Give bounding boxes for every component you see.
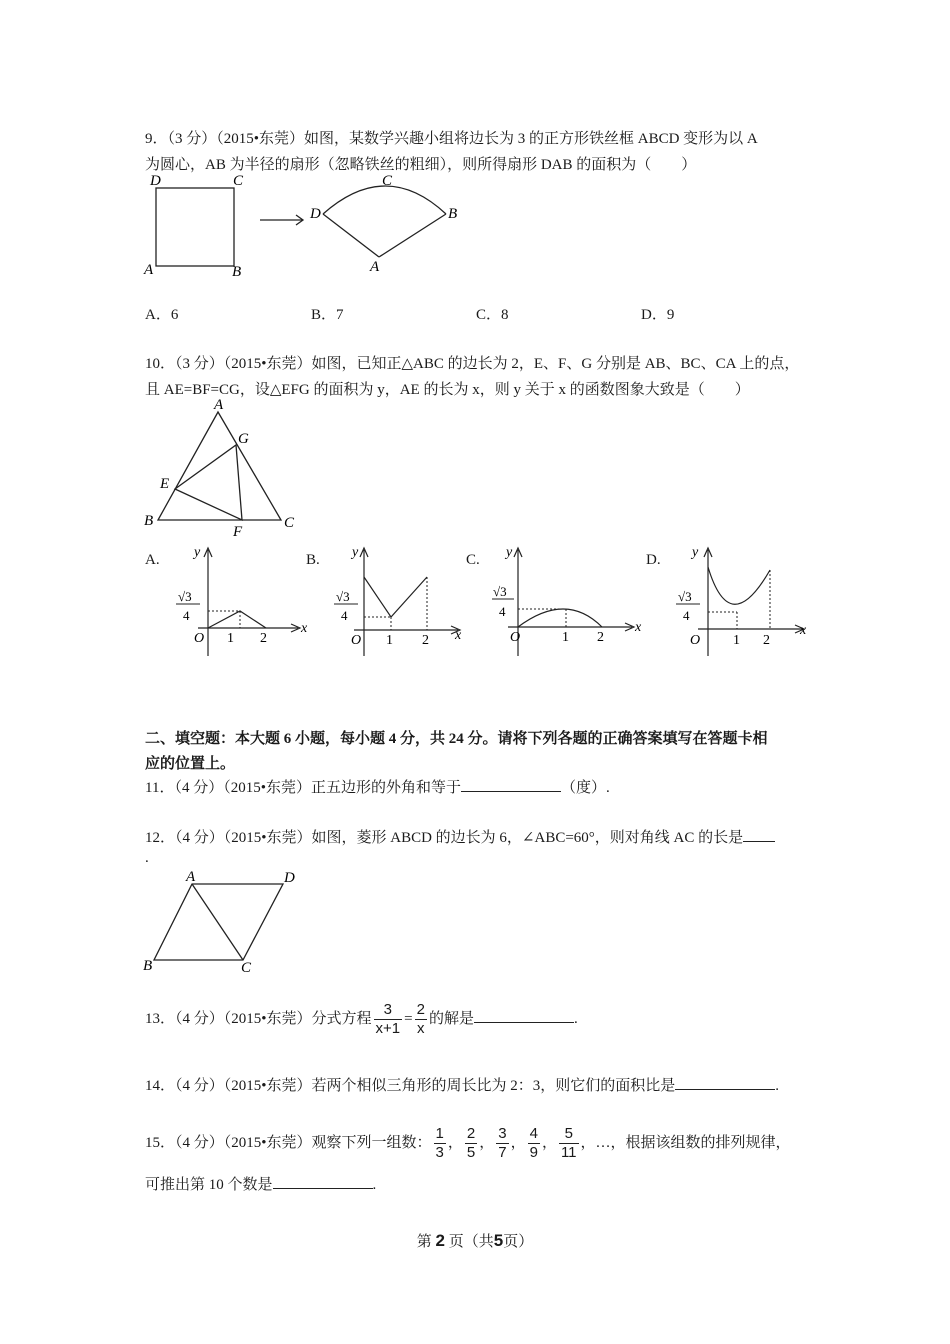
q10-figure [140,395,305,540]
sector-label-B: B [448,206,458,222]
sector-radius-ad [323,214,379,257]
q9-option-d[interactable]: D．9 [641,307,675,323]
q15-line1: 15．（4 分）（2015•东莞）观察下列一组数： $\frac{1}{3}$ ， $\frac{2}{5}$ ， $\frac{3}{7}$ ， $\frac{4}{9}$ ， $\frac{5}{11}$ ，…，根据该组数的排列规律， [145,1125,791,1161]
label-B: B [232,264,242,280]
q10-line2: 且 AE=BF=CG，设△EFG 的面积为 y，AE 的长为 x，则 y 关于 x 的函数图象大致是（ ） [145,382,750,398]
q9-figure [140,170,470,285]
label-D: D [150,173,161,189]
svg-text:O: O [351,633,362,648]
label-E: E [160,476,170,492]
svg-text:x: x [301,621,308,636]
q9-option-a[interactable]: A．6 [145,307,179,323]
q12-figure [140,866,310,976]
label-A: A [186,869,196,885]
svg-text:√3: √3 [678,589,692,604]
label-B: B [144,513,154,529]
q15-answer-blank[interactable] [273,1174,373,1189]
svg-text:4: 4 [683,608,690,623]
q13-fraction-left: $\frac{3}{x+1}$ [375,1001,401,1037]
q14: 14．（4 分）（2015•东莞）若两个相似三角形的周长比为 2：3，则它们的面积比是 . [145,1074,779,1095]
graph-c-curve [518,609,602,627]
page-footer: 第 2 页（共5页） [416,1231,534,1250]
label-A: A [144,262,154,278]
svg-text:4: 4 [183,608,190,623]
q15-fraction-5: $\frac{5}{11}$ [560,1125,577,1161]
sector-label-A: A [370,259,380,275]
q13-fraction-right: $\frac{2}{x}$ [416,1001,425,1037]
label-G: G [238,431,249,447]
q12-answer-blank[interactable] [743,827,775,842]
sector-radius-ab [379,214,446,257]
svg-text:4: 4 [341,608,348,623]
svg-text:y: y [194,545,201,560]
svg-text:√3: √3 [493,584,507,599]
q9-line2: 为圆心，AB 为半径的扇形（忽略铁丝的粗细），则所得扇形 DAB 的面积为（ ） [145,157,697,173]
label-B: B [143,958,153,974]
svg-text:O: O [510,630,521,645]
label-D: D [284,870,295,886]
q15-fraction-1: $\frac{1}{3}$ [435,1125,444,1161]
q15-line2: 可推出第 10 个数是 . [145,1173,376,1194]
svg-text:1: 1 [733,633,740,648]
q10-line1: 10．（3 分）（2015•东莞）如图，已知正△ABC 的边长为 2，E、F、G 分别是 AB、BC、CA 上的点， [145,356,800,372]
svg-text:2: 2 [597,630,604,645]
q14-answer-blank[interactable] [675,1075,775,1090]
svg-text:2: 2 [763,633,770,648]
svg-text:4: 4 [499,604,506,619]
graph-d [670,540,815,660]
svg-text:x: x [800,623,807,638]
triangle-abc [158,412,281,520]
q10-option-b[interactable]: B. [306,552,320,568]
sector-label-D: D [310,206,321,222]
q11: 11．（4 分）（2015•东莞）正五边形的外角和等于 （度）. [145,776,610,797]
q9-option-b[interactable]: B．7 [311,307,344,323]
svg-text:2: 2 [422,633,429,648]
svg-text:1: 1 [562,630,569,645]
triangle-efg [175,445,242,520]
graph-a [170,540,310,660]
q10-option-c[interactable]: C. [466,552,480,568]
q9-line1: 9．（3 分）（2015•东莞）如图，某数学兴趣小组将边长为 3 的正方形铁丝框 ABCD 变形为以 A [145,131,758,147]
q15-fraction-3: $\frac{3}{7}$ [498,1125,507,1161]
svg-text:y: y [692,545,699,560]
label-F: F [233,524,243,540]
svg-text:y: y [506,545,513,560]
graph-d-curve [708,567,770,604]
svg-text:1: 1 [386,633,393,648]
current-page: 2 [435,1231,445,1250]
rhombus-abcd [154,884,283,960]
graph-a-curve [208,611,266,628]
svg-text:O: O [194,631,205,646]
q10-option-a[interactable]: A. [145,552,160,568]
q13-answer-blank[interactable] [474,1008,574,1023]
sector-label-C: C [382,173,393,189]
svg-text:y: y [352,545,359,560]
label-C: C [233,173,244,189]
q11-answer-blank[interactable] [461,777,561,792]
graph-b [330,540,470,660]
section2-line2: 应的位置上。 [145,756,236,772]
diagonal-ac [192,884,243,960]
svg-text:O: O [690,633,701,648]
svg-text:2: 2 [260,631,267,646]
graph-b-curve [364,577,427,617]
q9-option-c[interactable]: C．8 [476,307,509,323]
q12-line2: . [145,850,149,866]
label-C: C [284,515,295,531]
section2-line1: 二、填空题：本大题 6 小题，每小题 4 分，共 24 分。请将下列各题的正确答案填写在答题卡相 [145,731,768,747]
label-C: C [241,960,252,976]
q13: 13．（4 分）（2015•东莞）分式方程 $\frac{3}{x+1}$ = $\frac{2}{x}$ 的解是 . [145,1001,578,1037]
svg-text:√3: √3 [178,589,192,604]
square-shape [156,188,234,266]
svg-text:√3: √3 [336,589,350,604]
q15-fraction-4: $\frac{4}{9}$ [529,1125,538,1161]
sector-arc [323,186,446,214]
svg-text:x: x [455,628,462,643]
svg-text:x: x [635,620,642,635]
graph-c [490,540,645,660]
q12-line1: 12．（4 分）（2015•东莞）如图，菱形 ABCD 的边长为 6，∠ABC=60°，则对角线 AC 的长是 [145,826,775,847]
q10-option-d[interactable]: D. [646,552,661,568]
q15-fraction-2: $\frac{2}{5}$ [466,1125,476,1161]
svg-text:1: 1 [227,631,234,646]
total-pages: 5 [493,1231,504,1250]
label-A: A [214,397,224,413]
